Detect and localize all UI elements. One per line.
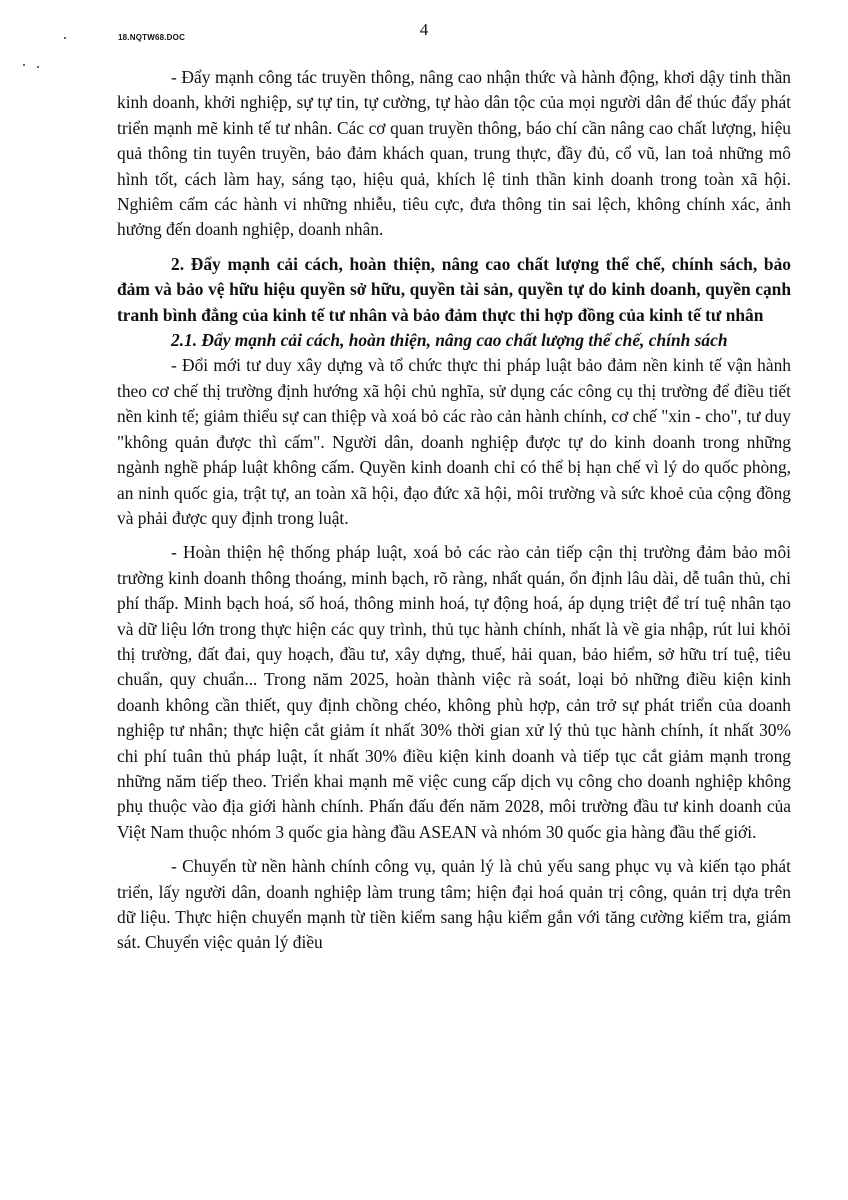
paragraph-communication: - Đẩy mạnh công tác truyền thông, nâng cao nhận thức và hành động, khơi dậy tinh thần kinh doanh, khởi nghiệp, sự tự tin, tự cường, tự hào dân tộc của mọi người dân để thúc đẩy phát triển mạnh mẽ kinh tế tư nhân. Các cơ quan truyền thông, báo chí cần nâng cao chất lượng, hiệu quả thông tin tuyên truyền, bảo đảm khách quan, trung thực, đầy đủ, cổ vũ, lan toả những mô hình tốt, cách làm hay, sáng tạo, hiệu quả, khích lệ tinh thần kinh doanh trong toàn xã hội. Nghiêm cấm các hành vi những nhiễu, tiêu cực, đưa thông tin sai lệch, không chính xác, ảnh hưởng đến doanh nghiệp, doanh nhân. — [117, 67, 791, 240]
scan-speck — [23, 64, 25, 66]
document-body — [117, 65, 791, 956]
file-label: 18.NQTW68.DOC — [118, 33, 186, 42]
paragraph-innovation: - Đổi mới tư duy xây dựng và tổ chức thực thi pháp luật bảo đảm nền kinh tế vận hành theo cơ chế thị trường định hướng xã hội chủ nghĩa, sử dụng các công cụ thị trường để điều tiết nền kinh tế; giảm thiểu sự can thiệp và xoá bỏ các rào cản hành chính, cơ chế "xin - cho", tư duy "không quản được thì cấm". Người dân, doanh nghiệp được tự do kinh doanh trong những ngành nghề pháp luật không cấm. Quyền kinh doanh chỉ có thể bị hạn chế vì lý do quốc phòng, an ninh quốc gia, trật tự, an toàn xã hội, đạo đức xã hội, môi trường và sức khoẻ của cộng đồng và phải được quy định trong luật. — [117, 355, 791, 528]
section-heading-2: 2. Đẩy mạnh cải cách, hoàn thiện, nâng cao chất lượng thể chế, chính sách, bảo đảm và bảo vệ hữu hiệu quyền sở hữu, quyền tài sản, quyền tự do kinh doanh, quyền cạnh tranh bình đẳng của kinh tế tư nhân và bảo đảm thực thi hợp đồng của kinh tế tư nhân — [117, 253, 791, 325]
subsection-heading-2-1: 2.1. Đẩy mạnh cải cách, hoàn thiện, nâng cao chất lượng thể chế, chính sách — [171, 330, 728, 351]
scan-speck — [37, 66, 39, 68]
paragraph-administration: - Chuyển từ nền hành chính công vụ, quản lý là chủ yếu sang phục vụ và kiến tạo phát triển, lấy người dân, doanh nghiệp làm trung tâm; hiện đại hoá quản trị công, quản trị dựa trên dữ liệu. Thực hiện chuyển mạnh từ tiền kiểm sang hậu kiểm gắn với tăng cường kiểm tra, giám sát. Chuyển việc quản lý điều — [117, 856, 791, 953]
page-number: 4 — [419, 20, 429, 39]
paragraph-legal-system: - Hoàn thiện hệ thống pháp luật, xoá bỏ các rào cản tiếp cận thị trường đảm bảo môi trường kinh doanh thông thoáng, minh bạch, rõ ràng, nhất quán, ổn định lâu dài, dễ tuân thủ, chi phí thấp. Minh bạch hoá, số hoá, thông minh hoá, tự động hoá, áp dụng triệt để trí tuệ nhân tạo và dữ liệu lớn trong thực hiện các quy trình, thủ tục hành chính, nhất là về gia nhập, rút lui khỏi thị trường, đất đai, quy hoạch, đầu tư, xây dựng, thuế, hải quan, bảo hiểm, sở hữu trí tuệ, tiêu chuẩn, quy chuẩn... Trong năm 2025, hoàn thành việc rà soát, loại bỏ những điều kiện kinh doanh không cần thiết, quy định chồng chéo, không phù hợp, cản trở sự phát triển của doanh nghiệp tư nhân; thực hiện cắt giảm ít nhất 30% thời gian xử lý thủ tục hành chính, ít nhất 30% chi phí tuân thủ pháp luật, ít nhất 30% điều kiện kinh doanh và tiếp tục cắt giảm mạnh trong những năm tiếp theo. Triển khai mạnh mẽ việc cung cấp dịch vụ công cho doanh nghiệp không phụ thuộc vào địa giới hành chính. Phấn đấu đến năm 2028, môi trường đầu tư kinh doanh của Việt Nam thuộc nhóm 3 quốc gia hàng đầu ASEAN và nhóm 30 quốc gia hàng đầu thế giới. — [117, 542, 791, 842]
